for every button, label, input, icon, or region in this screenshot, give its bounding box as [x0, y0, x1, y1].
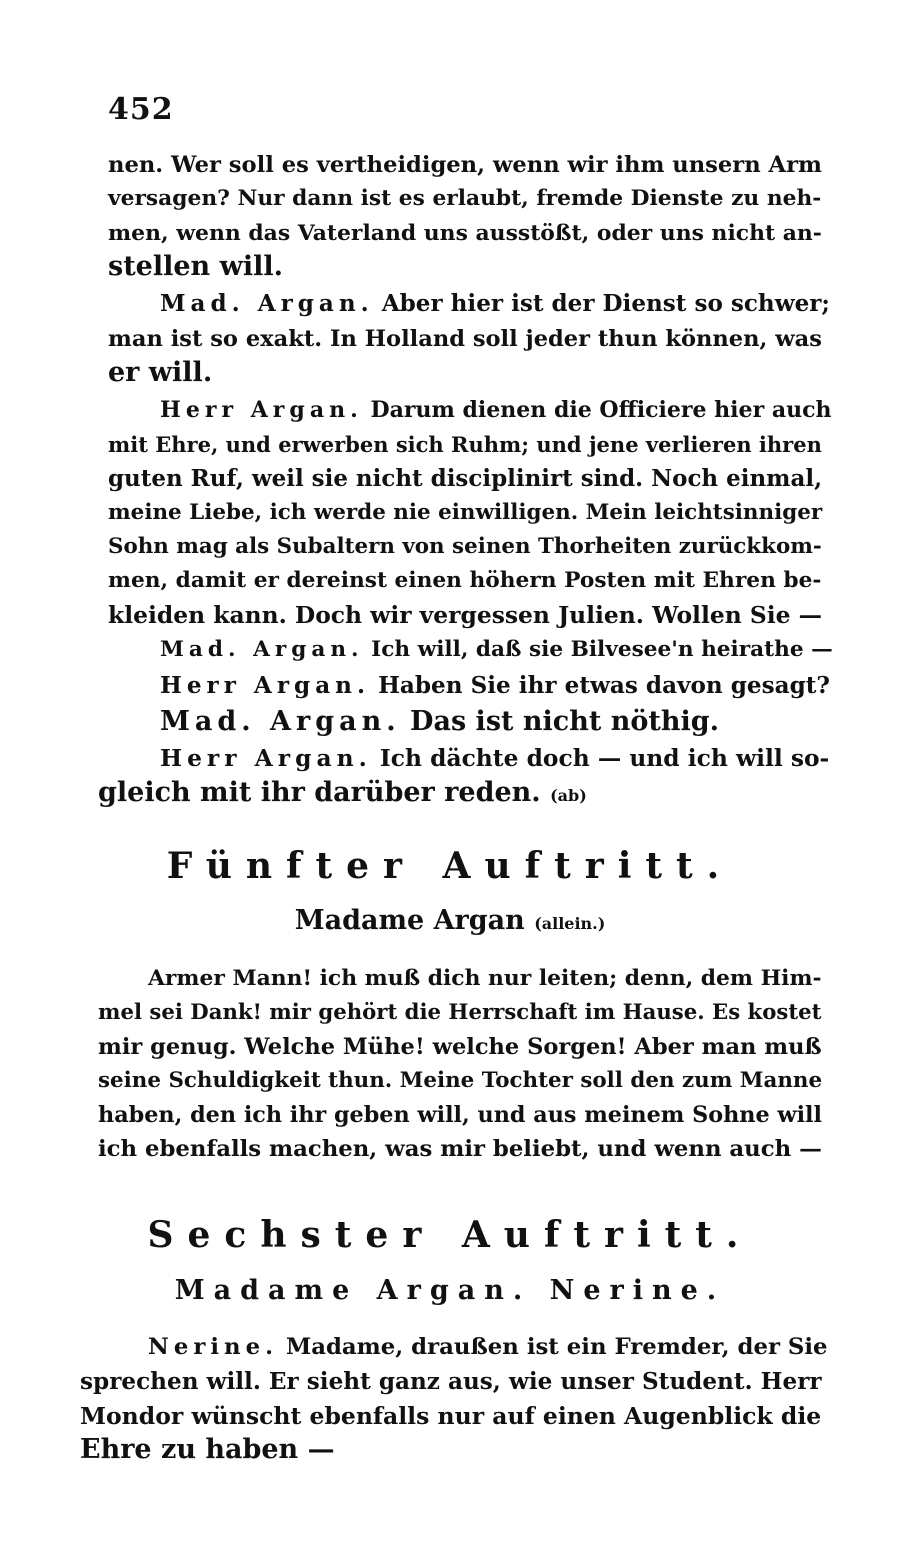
dialogue-line [98, 776, 587, 813]
text-line: kleiden kann. Doch wir vergessen Julien. Wollen Sie — [108, 601, 823, 629]
speech-text: Das ist nicht nöthig. [410, 706, 719, 737]
speech-text: Haben Sie ihr etwas davon gesagt? [378, 672, 830, 699]
dialogue-line [160, 705, 719, 739]
text-line: ich ebenfalls machen, was mir beliebt, und wenn auch — [98, 1136, 822, 1162]
speech-text: Darum dienen die Officiere hier auch [370, 397, 832, 423]
speech-text: Ich will, daß sie Bilvesee'n heirathe — [371, 637, 833, 662]
cast-name: Madame Argan [294, 905, 525, 936]
scene-cast: Madame Argan. Nerine. [174, 1275, 726, 1306]
speech-text: Madame, draußen ist ein Fremder, der Sie [285, 1334, 828, 1360]
speaker-name: Mad. Argan. [160, 637, 364, 662]
speaker-name: Herr Argan. [160, 397, 363, 423]
text-line: men, damit er dereinst einen höhern Posten mit Ehren be- [108, 568, 822, 593]
scene-cast [0, 905, 900, 936]
page-number: 452 [108, 92, 174, 127]
text-line: sprechen will. Er sieht ganz aus, wie unser Student. Herr [80, 1368, 822, 1395]
dialogue-line [160, 669, 830, 703]
text-line: man ist so exakt. In Holland soll jeder thun können, was [108, 326, 822, 352]
stage-direction: (allein.) [534, 914, 606, 933]
text-line: seine Schuldigkeit thun. Meine Tochter soll den zum Manne [98, 1068, 823, 1093]
speaker-name: Mad. Argan. [160, 290, 374, 317]
speaker-name: Herr Argan. [160, 672, 371, 699]
text-line: nen. Wer soll es vertheidigen, wenn wir ihm unsern Arm [108, 152, 822, 178]
text-line: er will. [108, 357, 213, 388]
text-line: men, wenn das Vaterland uns ausstößt, oder uns nicht an- [108, 220, 822, 246]
dialogue-line [148, 1330, 828, 1364]
speaker-name: Nerine. [148, 1334, 279, 1360]
text-line: Armer Mann! ich muß dich nur leiten; denn, dem Him- [148, 966, 822, 991]
text-line: versagen? Nur dann ist es erlaubt, fremde Dienste zu neh- [108, 186, 822, 211]
text-line: mel sei Dank! mir gehört die Herrschaft im Hause. Es kostet [98, 1000, 822, 1025]
text-line: mir genug. Welche Mühe! welche Sorgen! Aber man muß [98, 1034, 822, 1060]
text-line: mit Ehre, und erwerben sich Ruhm; und jene verlieren ihren [108, 432, 822, 457]
text-line: meine Liebe, ich werde nie einwilligen. Mein leichtsinniger [108, 500, 823, 525]
text-line: Ehre zu haben — [80, 1434, 335, 1465]
speaker-name: Herr Argan. [160, 744, 372, 772]
dialogue-line [160, 741, 829, 775]
text-line: Mondor wünscht ebenfalls nur auf einen Augenblick die [80, 1402, 822, 1430]
dialogue-line [160, 393, 832, 427]
dialogue-line [160, 633, 833, 667]
text-line: stellen will. [108, 251, 283, 282]
text-line: Sohn mag als Subaltern von seinen Thorheiten zurückkom- [108, 534, 822, 559]
speech-text: gleich mit ihr darüber reden. [98, 777, 541, 808]
text-line: guten Ruf, weil sie nicht disciplinirt sind. Noch einmal, [108, 465, 823, 492]
speech-text: Ich dächte doch — und ich will so- [379, 744, 830, 772]
scene-heading: Fünfter Auftritt. [166, 845, 734, 887]
dialogue-line [160, 287, 830, 321]
scene-heading: Sechster Auftritt. [147, 1214, 753, 1256]
text-line: haben, den ich ihr geben will, und aus meinem Sohne will [98, 1102, 822, 1128]
speaker-name: Mad. Argan. [160, 706, 401, 737]
stage-direction: (ab) [550, 786, 587, 805]
speech-text: Aber hier ist der Dienst so schwer; [381, 290, 830, 317]
